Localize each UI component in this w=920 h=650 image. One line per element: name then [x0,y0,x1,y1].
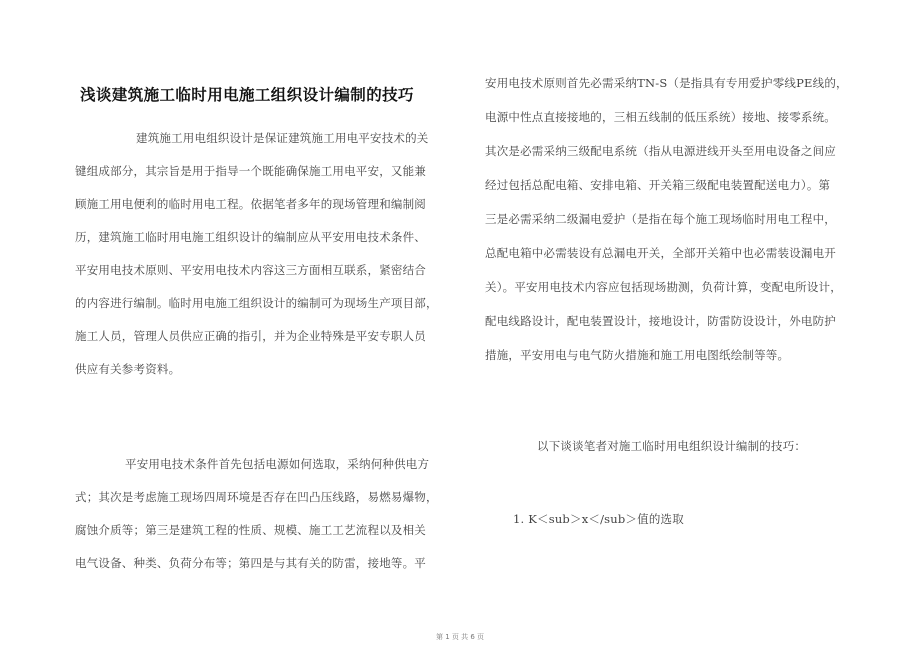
right-para1-line: 总配电箱中必需装设有总漏电开关，全部开关箱中也必需装设漏电开 [485,246,836,260]
left-para1-line: 施工人员，管理人员供应正确的指引，并为企业特殊是平安专职人员 [75,329,426,343]
left-para1-line: 的内容进行编制。临时用电施工组织设计的编制可为现场生产项目部， [75,296,438,310]
right-para1-line: 其次是必需采纳三级配电系统（指从电源进线开头至用电设备之间应 [485,144,836,158]
left-para1-line: 键组成部分，其宗旨是用于指导一个既能确保施工用电平安，又能兼 [75,164,426,178]
document-title: 浅谈建筑施工临时用电施工组织设计编制的技巧 [80,86,414,104]
left-para2-line: 腐蚀介质等；第三是建筑工程的性质、规模、施工工艺流程以及相关 [75,523,426,537]
right-para1-line: 安用电技术原则首先必需采纳TN-S（是指具有专用爱护零线PE线的， [485,76,848,90]
right-intro-line: 以下谈谈笔者对施工临时用电组织设计编制的技巧： [537,439,807,453]
left-para1-line: 平安用电技术原则、平安用电技术内容这三方面相互联系，紧密结合 [75,263,426,277]
left-para1-line: 建筑施工用电组织设计是保证建筑施工用电平安技术的关 [136,131,429,145]
left-para2-line: 式；其次是考虑施工现场四周环境是否存在凹凸压线路，易燃易爆物， [75,490,438,504]
right-para1-line: 配电线路设计，配电装置设计，接地设计，防雷防设设计，外电防护 [485,314,836,328]
right-para1-line: 电源中性点直接接地的，三相五线制的低压系统）接地、接零系统。 [485,110,836,124]
left-para1-line: 顾施工用电便利的临时用电工程。依据笔者多年的现场管理和编制阅 [75,197,426,211]
right-para1-line: 措施，平安用电与电气防火措施和施工用电图纸绘制等等。 [485,348,790,362]
right-para1-line: 经过包括总配电箱、安排电箱、开关箱三级配电装置配送电力）。第 [485,178,831,192]
page-footer: 第 1 页 共 6 页 [435,633,485,641]
left-para1-line: 历，建筑施工临时用电施工组织设计的编制应从平安用电技术条件、 [75,230,426,244]
left-para1-line: 供应有关参考资料。 [75,362,181,376]
right-para1-line: 关）。平安用电技术内容应包括现场勘测，负荷计算，变配电所设计， [485,280,842,294]
list-item-heading: 1. K＜sub＞x＜/sub＞值的选取 [513,512,684,526]
right-para1-line: 三是必需采纳二级漏电爱护（是指在每个施工现场临时用电工程中， [485,212,836,226]
left-para2-line: 平安用电技术条件首先包括电源如何选取，采纳何种供电方 [125,457,430,471]
left-para2-line: 电气设备、种类、负荷分布等；第四是与其有关的防雷，接地等。平 [75,556,426,570]
